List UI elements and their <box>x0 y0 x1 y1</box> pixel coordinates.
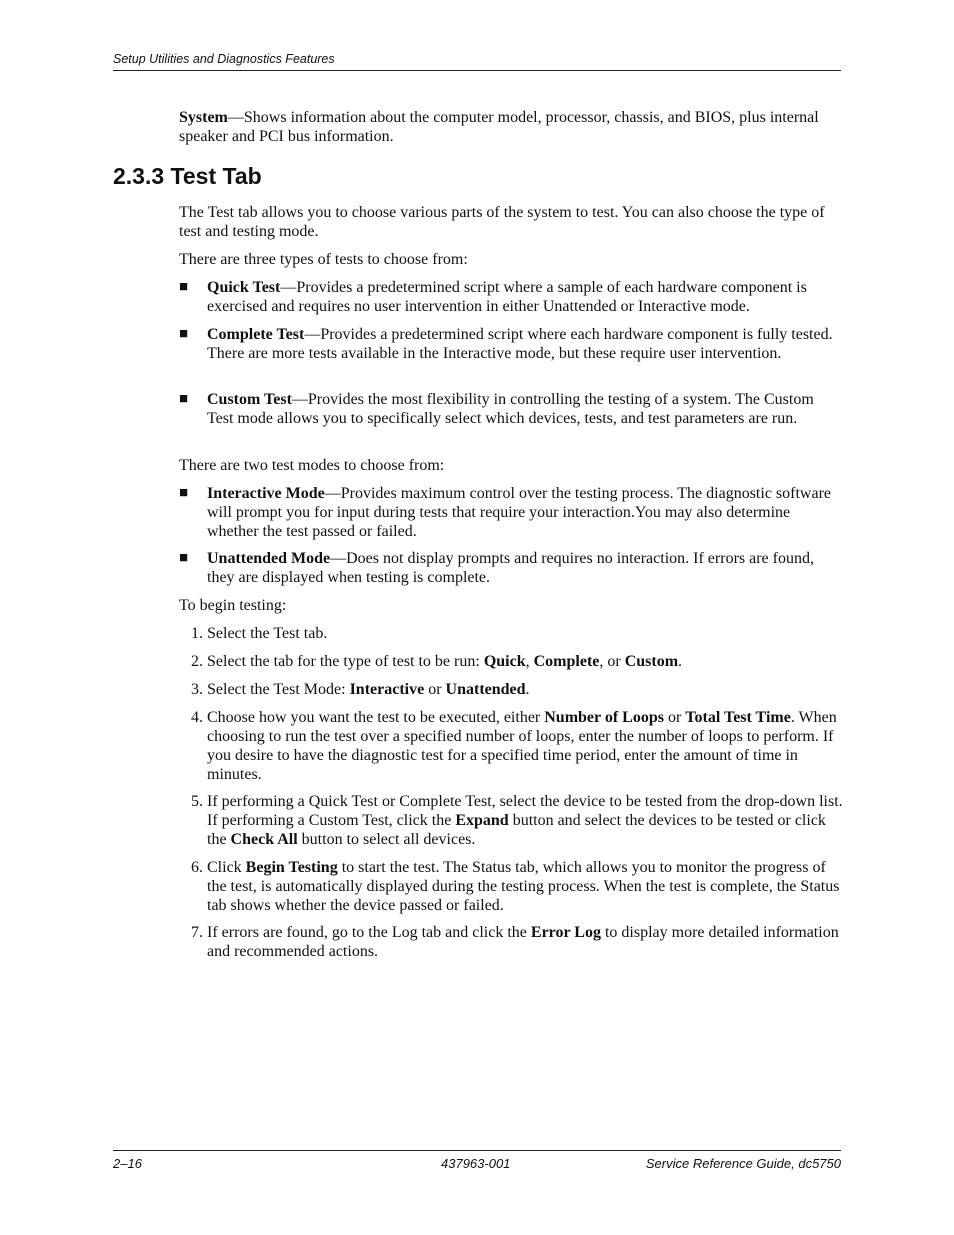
step-text: . <box>525 681 530 698</box>
step-text: to start the test. The Status tab, which allows you to monitor the progress of the test, is automatically displayed during the testing process. When the test is complete, the Status tab shows whether the device passed or failed. <box>207 859 840 914</box>
bullet-square-icon: ■ <box>179 485 189 501</box>
bullet-term: Unattended Mode <box>207 550 331 567</box>
bullet-term: Custom Test <box>207 391 292 408</box>
bullet-square-icon: ■ <box>179 279 189 295</box>
system-description: —Shows information about the computer model, processor, chassis, and BIOS, plus internal speaker and PCI bus information. <box>179 109 819 145</box>
step-number: 4. <box>191 709 203 726</box>
bullet-square-icon: ■ <box>179 391 189 407</box>
step-number: 3. <box>191 681 203 698</box>
step-text: . <box>678 653 683 670</box>
step-text: , or <box>599 653 625 670</box>
bullet-square-icon: ■ <box>179 326 189 342</box>
step-bold: Number of Loops <box>544 709 664 726</box>
step-text: button to select all devices. <box>297 831 476 848</box>
step-text: to display more detailed information and recommended actions. <box>207 924 839 960</box>
page-number: 2–16 <box>113 1156 142 1171</box>
step-bold: Total Test Time <box>685 709 791 726</box>
step-bold: Begin Testing <box>245 859 338 876</box>
step-number: 2. <box>191 653 203 670</box>
step-bold: Error Log <box>530 924 601 941</box>
bullet-description: —Provides maximum control over the testing process. The diagnostic software will prompt you for input during tests that require your interaction.You may also determine whether the test passed or failed. <box>207 485 831 540</box>
section-heading: 2.3.3 Test Tab <box>113 163 262 189</box>
bullet-term: Complete Test <box>207 326 305 343</box>
page-footer <box>113 1150 841 1173</box>
running-header-title: Setup Utilities and Diagnostics Features <box>113 52 335 66</box>
steps-intro: To begin testing: <box>179 597 287 614</box>
step-bold: Interactive <box>349 681 425 698</box>
step-text: If errors are found, go to the Log tab and click the <box>207 924 531 941</box>
document-number: 437963-001 <box>441 1156 511 1171</box>
step-bold: Complete <box>533 653 600 670</box>
step-text: If performing a Quick Test or Complete Test, select the device to be tested from the drop-down list. If performing a Custom Test, click the <box>207 793 843 829</box>
bullet-term: Interactive Mode <box>207 485 325 502</box>
bullet-description: —Provides a predetermined script where each hardware component is fully tested. There are more tests available in the Interactive mode, but these require user intervention. <box>207 326 833 362</box>
step-text: . When choosing to run the test over a specified number of loops, enter the number of loops to perform. If you desire to have the diagnostic test for a specified time period, enter the amount of time in minutes. <box>207 709 837 783</box>
step-text: or <box>424 681 446 698</box>
running-header <box>113 52 841 71</box>
system-paragraph <box>179 108 843 146</box>
step-bold: Custom <box>624 653 679 670</box>
step-text: Click <box>207 859 246 876</box>
guide-title: Service Reference Guide, dc5750 <box>645 1156 841 1171</box>
bullet-description: —Provides the most flexibility in controlling the testing of a system. The Custom Test mode allows you to specifically select which devices, tests, and test parameters are run. <box>207 391 814 427</box>
bullet-term: Quick Test <box>207 279 281 296</box>
step-bold: Expand <box>455 812 509 829</box>
step-text: Select the tab for the type of test to be run: <box>207 653 484 670</box>
bullet-square-icon: ■ <box>179 550 189 566</box>
step-number: 6. <box>191 859 203 876</box>
step-bold: Quick <box>483 653 526 670</box>
system-term: System <box>179 109 228 126</box>
step-bold: Unattended <box>445 681 526 698</box>
step-text: Select the Test tab. <box>207 625 328 642</box>
step-bold: Check All <box>230 831 298 848</box>
step-text: or <box>663 709 686 726</box>
step-text: Choose how you want the test to be executed, either <box>207 709 545 726</box>
step-text: Select the Test Mode: <box>207 681 350 698</box>
step-number: 5. <box>191 793 203 810</box>
test-types-intro: There are three types of tests to choose from: <box>179 251 468 268</box>
section-description: The Test tab allows you to choose various parts of the system to test. You can also choose the type of test and testing mode. <box>179 204 825 240</box>
step-text: button and select the devices to be tested or click the <box>207 812 826 848</box>
bullet-description: —Provides a predetermined script where a sample of each hardware component is exercised and requires no user intervention in either Unattended or Interactive mode. <box>207 279 807 315</box>
step-number: 1. <box>191 625 203 642</box>
bullet-description: —Does not display prompts and requires no interaction. If errors are found, they are displayed when testing is complete. <box>207 550 814 586</box>
test-modes-intro: There are two test modes to choose from: <box>179 457 445 474</box>
step-text: , <box>525 653 534 670</box>
step-number: 7. <box>191 924 203 941</box>
